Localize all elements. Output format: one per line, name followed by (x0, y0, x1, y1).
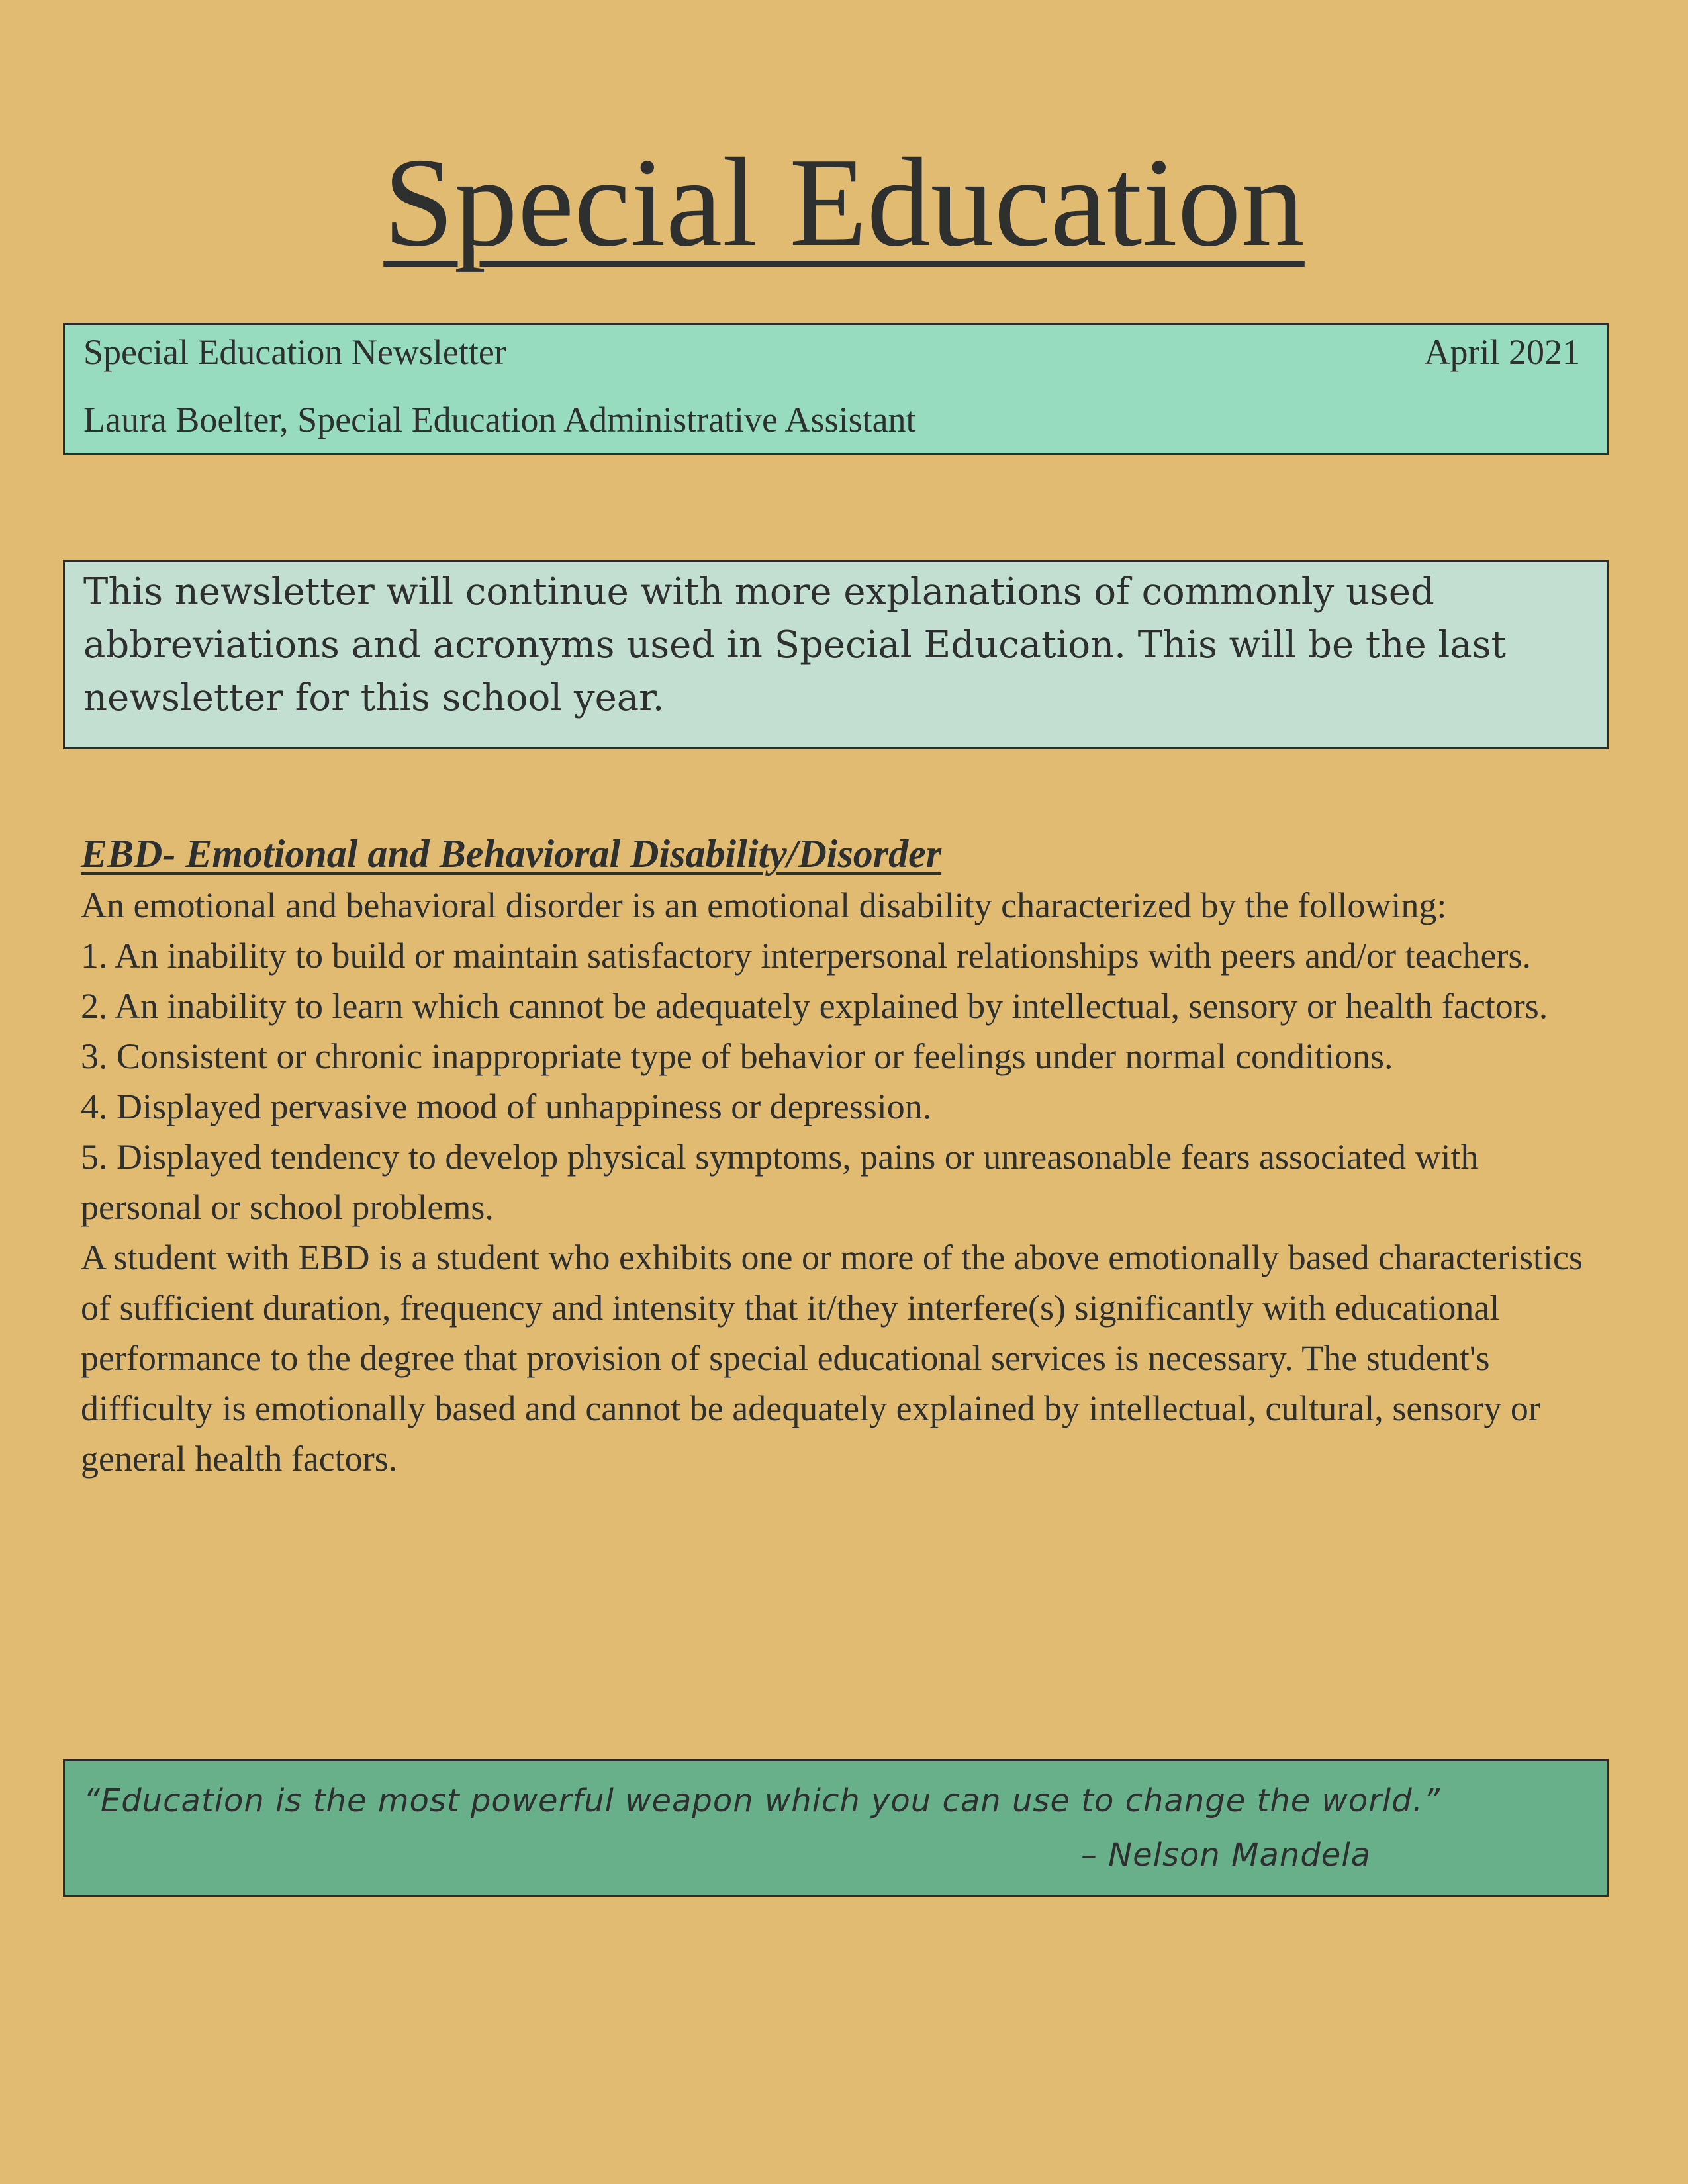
author-line: Laura Boelter, Special Education Administrative Assistant (83, 400, 916, 439)
newsletter-name: Special Education Newsletter (83, 332, 506, 372)
quote-author: – Nelson Mandela (1081, 1837, 1372, 1874)
section-summary: A student with EBD is a student who exhibits one or more of the above emotionally based characteristics of sufficient duration, frequency and intensity that it/they interfere(s) significantly with educational performance to the degree that provision of special educational services is necessary. The student's difficulty is emotionally based and cannot be adequately explained by intellectual, cultural, sensory or general health factors. (81, 1238, 1583, 1479)
list-item: 4. Displayed pervasive mood of unhappiness or depression. (81, 1087, 932, 1126)
list-item: 5. Displayed tendency to develop physical symptoms, pains or unreasonable fears associated with personal or school problems. (81, 1137, 1479, 1227)
list-item: 2. An inability to learn which cannot be adequately explained by intellectual, sensory or health factors. (81, 986, 1548, 1026)
intro-box (63, 560, 1609, 749)
newsletter-header (63, 323, 1609, 455)
list-item: 1. An inability to build or maintain satisfactory interpersonal relationships with peers and/or teachers. (81, 936, 1531, 976)
list-item: 3. Consistent or chronic inappropriate type of behavior or feelings under normal conditions. (81, 1036, 1393, 1076)
section-heading: EBD- Emotional and Behavioral Disability/Disorder (81, 832, 942, 876)
quote-box (63, 1759, 1609, 1897)
page-title (0, 132, 1688, 273)
issue-date: April 2021 (1424, 332, 1580, 372)
page-title-text: Special Education (383, 132, 1305, 273)
ebd-section (81, 827, 1603, 1484)
intro-text: This newsletter will continue with more explanations of commonly used abbreviations and acronyms used in Special Education. This will be the last newsletter for this school year. (83, 570, 1506, 719)
section-lead: An emotional and behavioral disorder is an emotional disability characterized by the following: (81, 886, 1447, 925)
quote-text: “Education is the most powerful weapon which you can use to change the world.” (83, 1782, 1440, 1819)
